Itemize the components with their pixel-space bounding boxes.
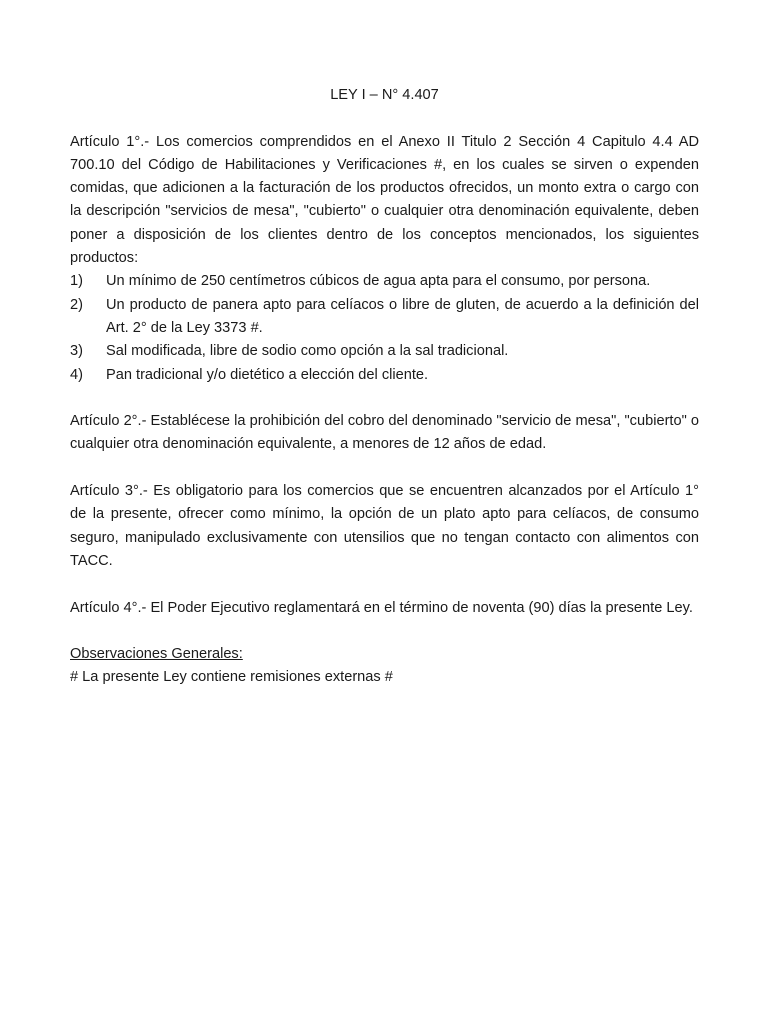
list-item-text: Un producto de panera apto para celíacos o libre de gluten, de acuerdo a la definición del Art. 2° de la Ley 3373 #. [106, 296, 699, 336]
paragraph-spacer [70, 387, 699, 410]
observations-note: # La presente Ley contiene remisiones externas # [70, 669, 393, 686]
document-page [70, 84, 699, 690]
list-item-text: Pan tradicional y/o dietético a elección del cliente. [106, 366, 429, 383]
list-item-number: 1) [70, 273, 83, 290]
list-item [70, 340, 699, 363]
article-4: Artículo 4°.- El Poder Ejecutivo reglamentará en el término de noventa (90) días la presente Ley. [70, 599, 693, 616]
article-1-product-list [70, 270, 699, 386]
paragraph-spacer [70, 620, 699, 643]
paragraph-spacer [70, 573, 699, 596]
list-item [70, 270, 699, 293]
observations-heading: Observaciones Generales: [70, 646, 243, 663]
article-1: Artículo 1°.- Los comercios comprendidos en el Anexo II Titulo 2 Sección 4 Capitulo 4.4 AD 700.10 del Código de Habilitaciones y Verificaciones #, en los cuales se sirven o expenden comidas, que adicionen a la facturación de los productos ofrecidos, un monto extra o cargo con la descripción "servicios de mesa", "cubierto" o cualquier otra denominación equivalente, deben poner a disposición de los clientes dentro de los conceptos mencionados, los siguientes productos: [70, 133, 699, 267]
list-item-text: Sal modificada, libre de sodio como opción a la sal tradicional. [106, 343, 509, 360]
list-item-number: 2) [70, 296, 83, 313]
article-2: Artículo 2°.- Establécese la prohibición del cobro del denominado "servicio de mesa", "cubierto" o cualquier otra denominación equivalente, a menores de 12 años de edad. [70, 413, 699, 453]
list-item-number: 3) [70, 343, 83, 360]
paragraph-spacer [70, 457, 699, 480]
list-item [70, 364, 699, 387]
law-title: LEY I – N° 4.407 [330, 87, 439, 103]
list-item [70, 294, 699, 341]
list-item-number: 4) [70, 366, 83, 383]
list-item-text: Un mínimo de 250 centímetros cúbicos de agua apta para el consumo, por persona. [106, 273, 651, 290]
article-3: Artículo 3°.- Es obligatorio para los comercios que se encuentren alcanzados por el Artículo 1° de la presente, ofrecer como mínimo, la opción de un plato apto para celíacos, de consumo seguro, manipulado exclusivamente con utensilios que no tengan contacto con alimentos con TACC. [70, 483, 699, 569]
